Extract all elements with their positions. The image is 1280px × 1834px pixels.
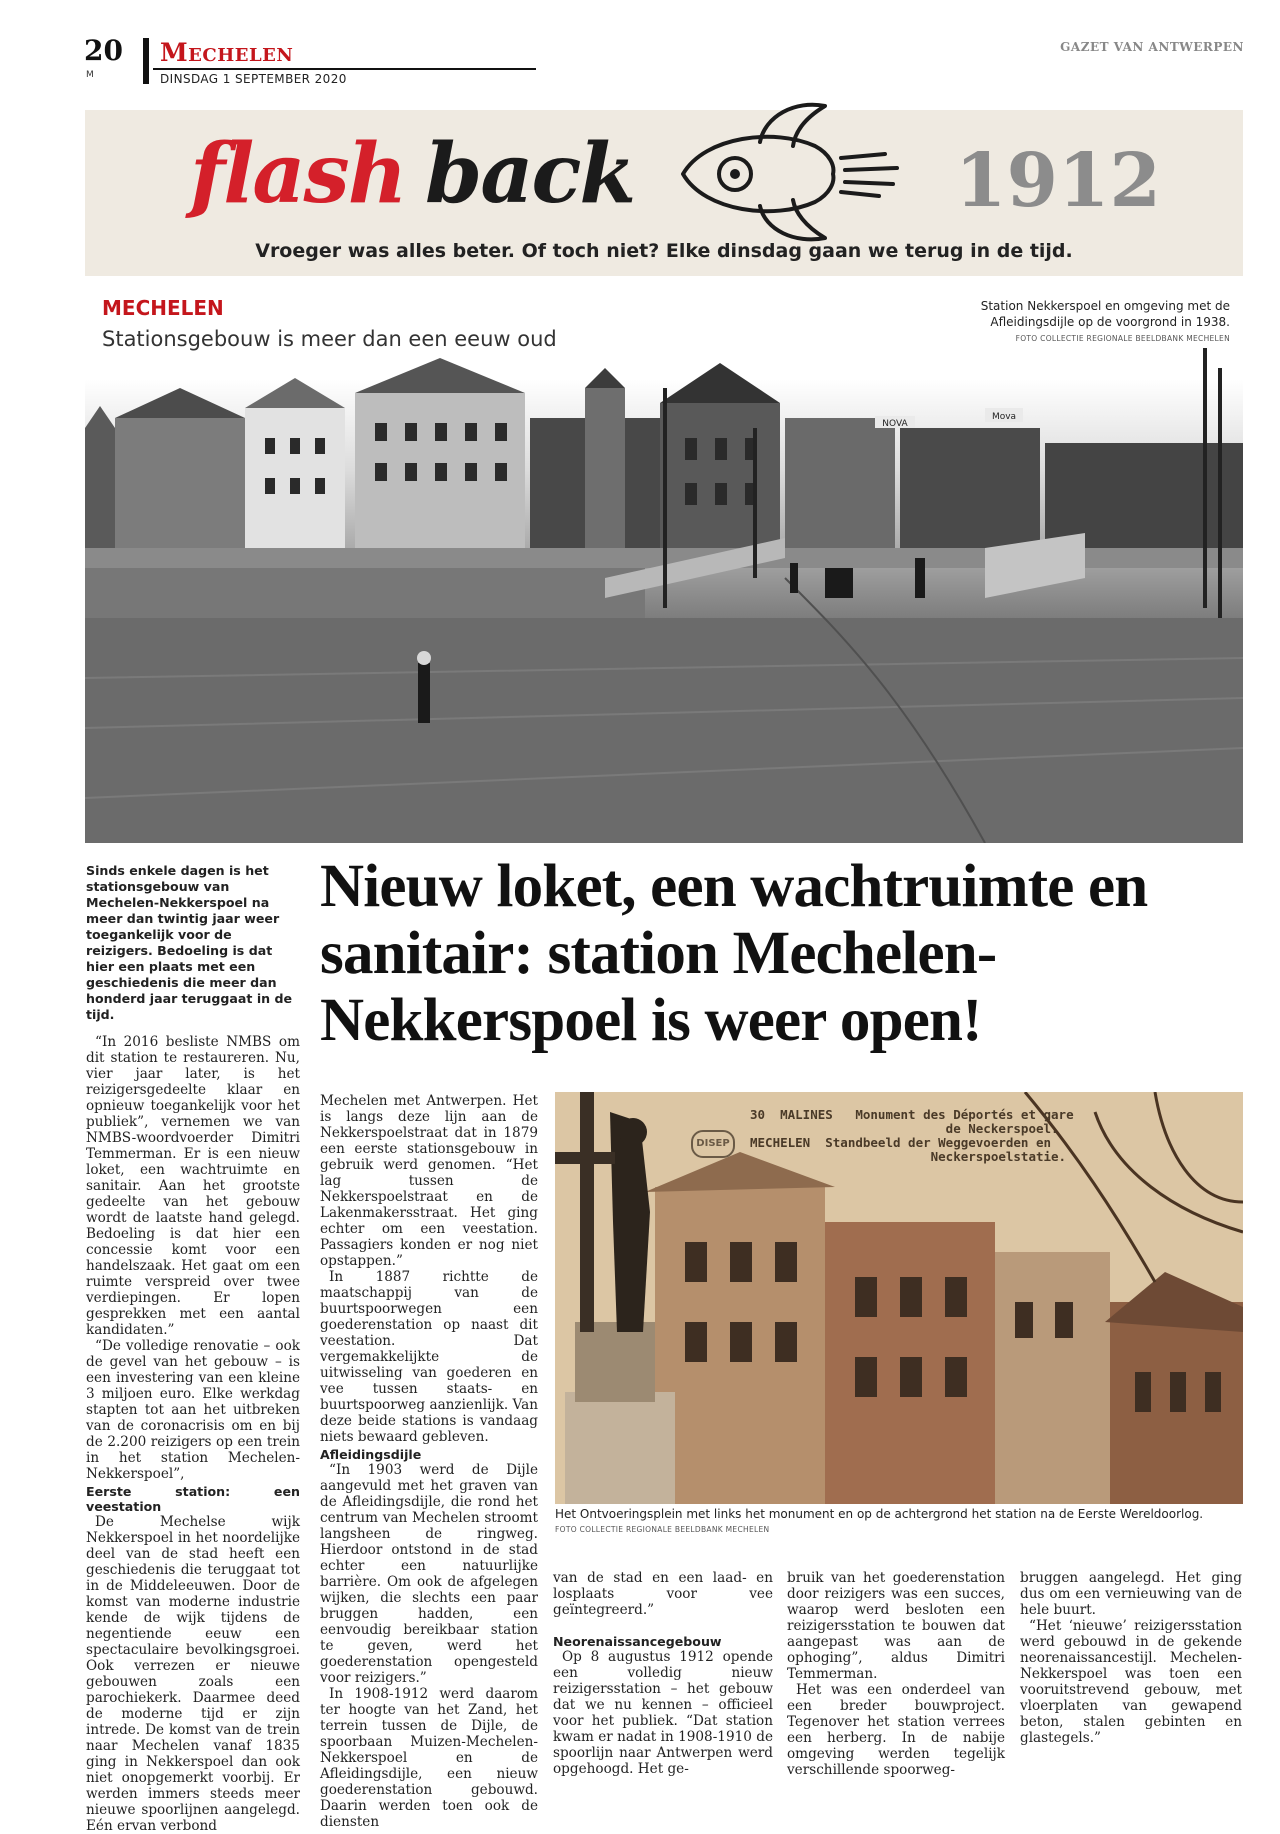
paragraph: Het was een onderdeel van een breder bouwproject. Tegenover het station verrees een herberg. In de nabije omgeving werden tegelijk verschillende spoorweg- [787,1682,1005,1778]
postcard-line: Neckerspoelstatie. [750,1149,1067,1164]
page-number: 20 [84,34,123,67]
paragraph: De Mechelse wijk Nekkerspoel in het noordelijke deel van de stad heeft een geschiedenis die teruggaat tot in de Middeleeuwen. Door de komst van moderne industrie kende de wijk tijdens de negentiende eeuw een spectaculaire bevolkingsgroei. Ook verrezen er nieuwe gebouwen zoals een parochiekerk. Daarmee deed de moderne tijd er zijn intrede. De komst van de trein naar Mechelen vanaf 1835 ging in Nekkerspoel dan ook niet onopgemerkt voorbij. Er werden immers steeds meer nieuwe spoorlijnen aangelegd. Eén ervan verbond [86,1514,300,1834]
postcard-photo [555,1092,1243,1504]
postcard-line: de Neckerspoel. [750,1121,1059,1136]
flashback-logo-flash: flash [190,126,406,222]
paragraph: Mechelen met Antwerpen. Het is langs deze lijn aan de Nekkerspoelstraat dat in 1879 een eerste stationsgebouw in gebruik werd genomen. “Het lag tussen de Nekkerspoelstraat en de Lakenmakersstraat. Het ging echter om een veestation. Passagiers konden er nog niet opstappen.” [320,1093,538,1269]
photo-credit: FOTO COLLECTIE REGIONALE BEELDBANK MECHELEN [1015,334,1230,343]
postcard-caption [750,1108,1074,1164]
newspaper-name: GAZET VAN ANTWERPEN [1060,40,1244,54]
paragraph: “In 1903 werd de Dijle aangevuld met het graven van de Afleidingsdijle, die rond het centrum van Mechelen stroomt langsheen de ringweg. Hierdoor ontstond in de stad echter een natuurlijke barrière. Om ook de afgelegen wijken, die slechts een paar bruggen hadden, een eenvoudig bereikbaar station te geven, werd het goederenstation opengesteld voor reizigers.” [320,1462,538,1686]
paragraph: bruggen aangelegd. Het ging dus om een vernieuwing van de hele buurt. [1020,1570,1242,1618]
paragraph: van de stad en een laad- en losplaats voor vee geïntegreerd.” [553,1570,773,1618]
postcard-photo-caption: Het Ontvoeringsplein met links het monument en op de achtergrond het station na de Eerste Wereldoorlog. [555,1507,1204,1521]
shop-sign-nova: NOVA [882,419,908,429]
article-column-5 [1020,1570,1242,1746]
article-headline: Nieuw loket, een wachtruimte en sanitair: station Mechelen-Nekkerspoel is weer open! [320,853,1148,1054]
edition-code: M [86,70,94,80]
flashback-logo-back: back [425,126,635,222]
paragraph: In 1908-1912 werd daarom ter hoogte van het Zand, het terrein tussen de Dijle, de spoorbaan Muizen-Mechelen-Nekkerspoel en de Afleidingsdijle, een nieuw goederenstation gebouwd. Daarin werden toen ook de diensten [320,1686,538,1830]
banner-tagline: Vroeger was alles beter. Of toch niet? Elke dinsdag gaan we terug in de tijd. [255,240,1073,262]
issue-date: DINSDAG 1 SEPTEMBER 2020 [160,72,347,86]
article-column-2 [320,1093,538,1830]
subheading: Neorenaissancegebouw [553,1634,722,1649]
postcard-stamp: DISEP [691,1130,735,1158]
postcard-line: 30 MALINES Monument des Déportés et gare [750,1107,1074,1122]
photo-subtitle: Stationsgebouw is meer dan een eeuw oud [102,327,557,351]
header-rule [153,68,536,70]
rocket-icon [665,96,905,248]
article-column-3 [553,1570,773,1777]
article-column-4 [787,1570,1005,1778]
article-intro: Sinds enkele dagen is het stationsgebouw van Mechelen-Nekkerspoel na meer dan twintig jaar weer toegankelijk voor de reizigers. Bedoeling is dat hier een plaats met een geschiedenis die meer dan honderd jaar teruggaat in de tijd. [86,863,293,1022]
article-column-1 [86,1034,300,1834]
paragraph: bruik van het goederenstation door reizigers was een succes, waarop werd besloten een reizigersstation te bouwen dat aangepast was aan de ophoging”, aldus Dimitri Temmerman. [787,1570,1005,1682]
paragraph: “In 2016 besliste NMBS om dit station te restaureren. Nu, vier jaar later, is het reizigersgedeelte klaar en opnieuw toegankelijk voor het publiek”, vernemen we van NMBS-woordvoerder Dimitri Temmerman. Er is een nieuw loket, een wachtruimte en sanitair. Aan het grootste gedeelte van het gebouw wordt de laatste hand gelegd. Bedoeling is dat hier een concessie komt voor een handelszaak. Het gaat om een ruimte verspreid over twee verdiepingen. Er lopen gesprekken met een aantal kandidaten.” [86,1034,300,1338]
photo-caption: Station Nekkerspoel en omgeving met de Afleidingsdijle op de voorgrond in 1938. [980,299,1230,329]
paragraph: “Het ‘nieuwe’ reizigersstation werd gebouwd in de gekende neorenaissancestijl. Mechelen-Nekkerspoel was toen een vooruitstrevend gebouw, met vloerplaten van gewapend beton, stalen gebinten en glastegels.” [1020,1618,1242,1746]
shop-sign-mova: Mova [991,412,1017,422]
subheading: Afleidingsdijle [320,1447,422,1462]
station-photo-1938 [85,278,1243,843]
flashback-year: 1912 [955,138,1161,224]
postcard-line: MECHELEN Standbeeld der Weggevoerden en [750,1135,1052,1150]
section-title: Mechelen [160,38,294,67]
photo-location: MECHELEN [102,296,224,320]
paragraph: In 1887 richtte de maatschappij van de buurtspoorwegen een goederenstation op naast dit veestation. Dat vergemakkelijkte de uitwisseling van goederen en vee tussen staats- en buurtspoorweg aanzienlijk. Van deze beide stations is vandaag niets bewaard gebleven. [320,1269,538,1445]
paragraph: “De volledige renovatie – ook de gevel van het gebouw – is een investering van een kleine 3 miljoen euro. Elke werkdag stapten tot aan het uitbreken van de coronacrisis om en bij de 2.200 reizigers op een trein in het station Mechelen-Nekkerspoel”, [86,1338,300,1482]
postcard-photo-credit: FOTO COLLECTIE REGIONALE BEELDBANK MECHELEN [555,1525,770,1534]
subheading: Eerste station: een veestation [86,1484,300,1514]
header-bar [143,38,149,84]
paragraph: Op 8 augustus 1912 opende een volledig nieuw reizigersstation – het gebouw dat we nu kennen – officieel voor het publiek. “Dat station kwam er nadat in 1908-1910 de spoorlijn naar Antwerpen werd opgehoogd. Het ge- [553,1649,773,1777]
